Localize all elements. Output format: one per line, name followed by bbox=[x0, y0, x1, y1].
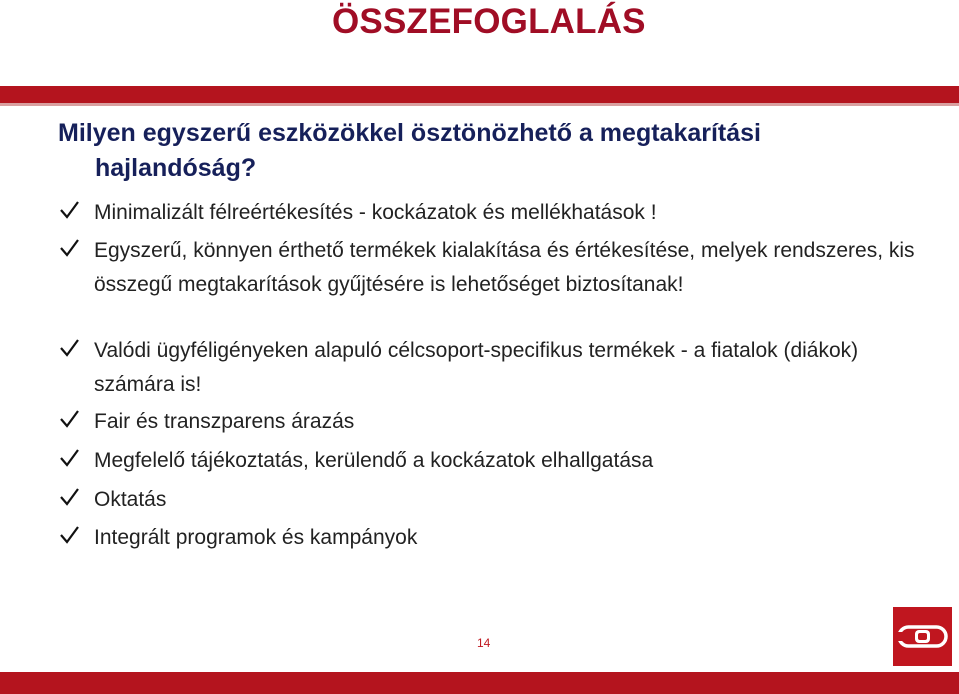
header-bar bbox=[0, 86, 959, 103]
question-line-2: hajlandóság? bbox=[95, 154, 257, 182]
footer-bar bbox=[0, 672, 959, 694]
bullet-text: Oktatás bbox=[94, 488, 167, 511]
checkmark-icon bbox=[58, 337, 80, 359]
slide-title: ÖSSZEFOGLALÁS bbox=[332, 2, 646, 41]
slide-question bbox=[58, 116, 918, 186]
header-bar-shadow bbox=[0, 103, 959, 106]
checkmark-icon bbox=[58, 447, 80, 469]
checkmark-icon bbox=[58, 524, 80, 546]
bullet-text: Minimalizált félreértékesítés - kockázatok és mellékhatások ! bbox=[94, 201, 657, 224]
checkmark-icon bbox=[58, 237, 80, 259]
bank-logo-icon bbox=[893, 607, 952, 666]
checkmark-icon bbox=[58, 486, 80, 508]
page-number: 14 bbox=[477, 636, 491, 650]
bullet-text: Egyszerű, könnyen érthető termékek kialakítása és értékesítése, melyek rendszeres, kis összegű megtakarítások gyűjtésére is lehetőséget biztosítanak! bbox=[94, 239, 915, 296]
bullet-text: Megfelelő tájékoztatás, kerülendő a kockázatok elhallgatása bbox=[94, 449, 654, 472]
checkmark-icon bbox=[58, 408, 80, 430]
bullet-text: Integrált programok és kampányok bbox=[94, 526, 418, 549]
question-line-1: Milyen egyszerű eszközökkel ösztönözhető a megtakarítási bbox=[58, 119, 762, 147]
checkmark-icon bbox=[58, 199, 80, 221]
bullet-text: Valódi ügyféligényeken alapuló célcsoport-specifikus termékek - a fiatalok (diákok) számára is! bbox=[94, 339, 859, 396]
bullet-text: Fair és transzparens árazás bbox=[94, 410, 355, 433]
